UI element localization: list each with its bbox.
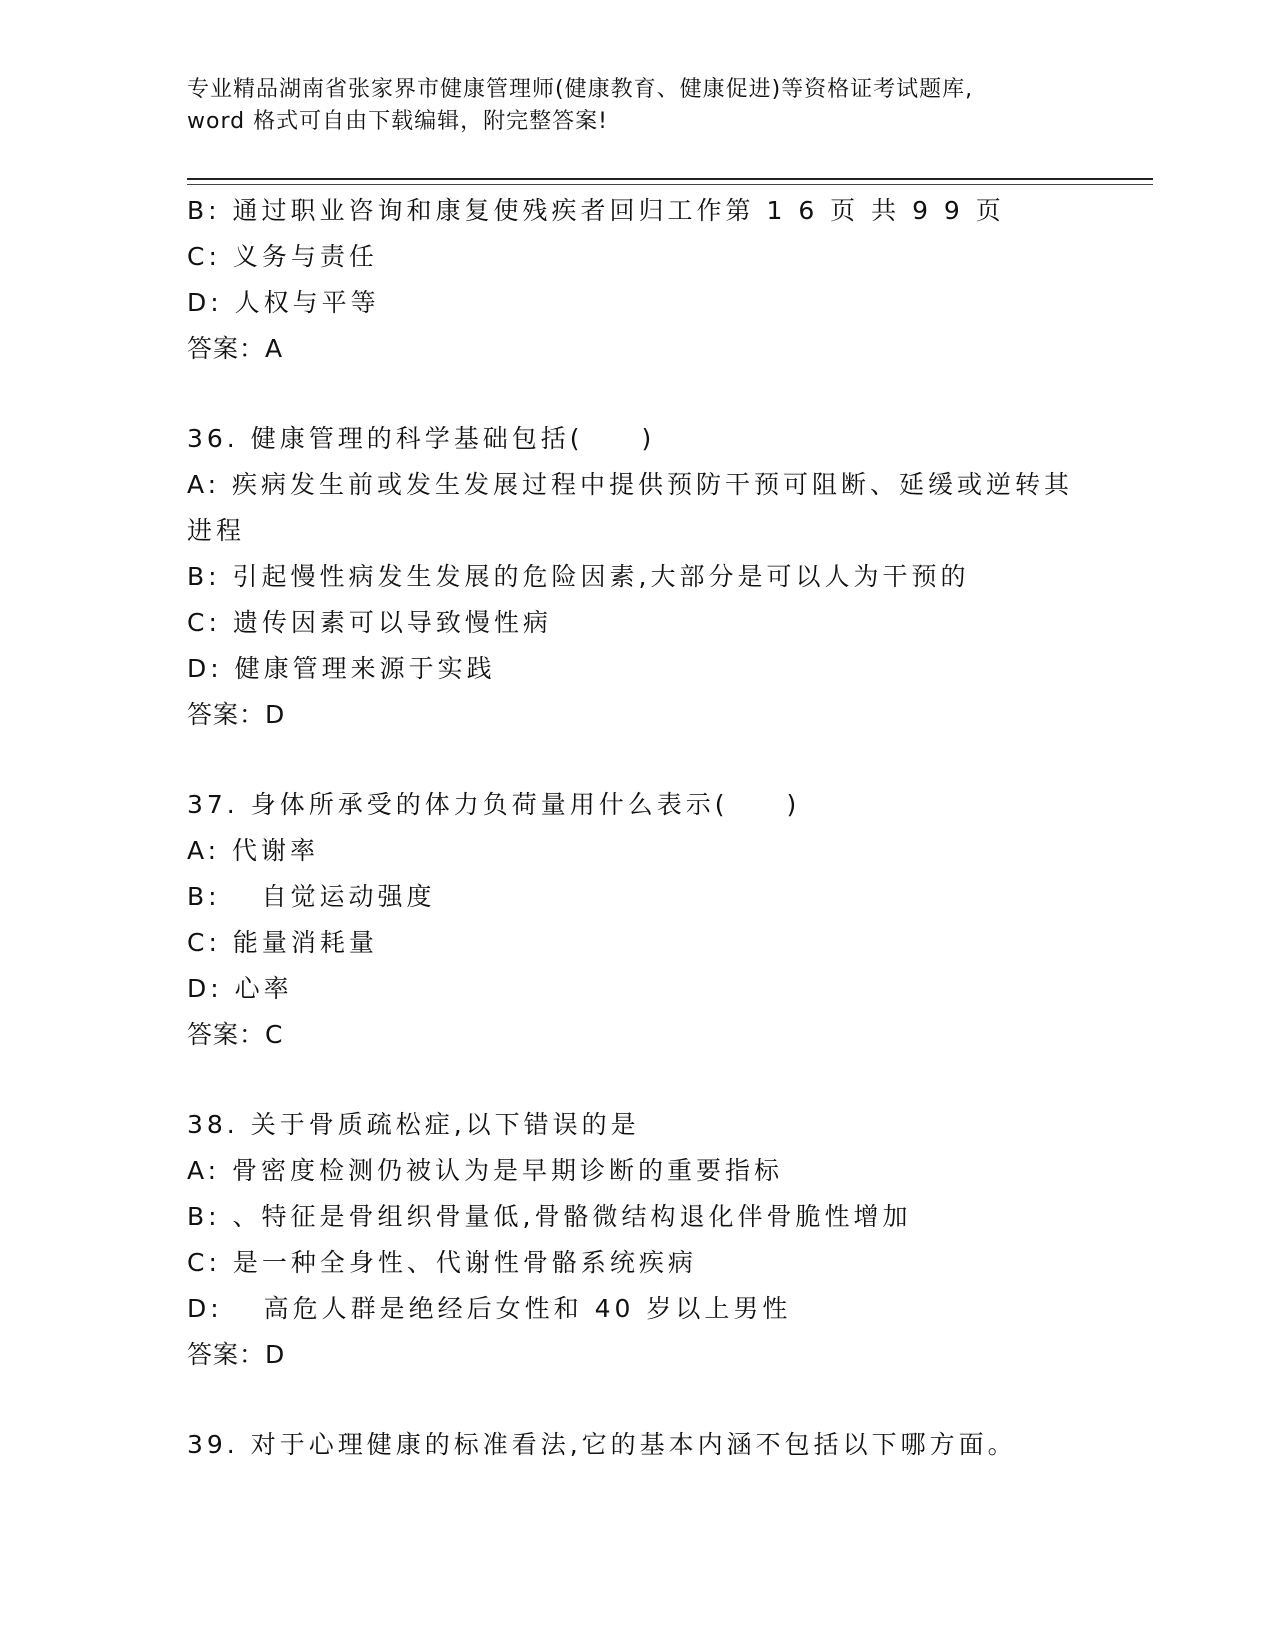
option-a-continued: 进程 [187, 516, 246, 545]
option-d: D: 高危人群是绝经后女性和 40 岁以上男性 [187, 1294, 792, 1323]
answer: 答案：D [187, 1340, 286, 1369]
question-39: 39. 对于心理健康的标准看法,它的基本内涵不包括以下哪方面。 [187, 1430, 1017, 1459]
option-b: B: 、特征是骨组织骨量低,骨骼微结构退化伴骨脆性增加 [187, 1202, 912, 1231]
answer: 答案：C [187, 1020, 284, 1049]
option-d: D: 人权与平等 [187, 288, 380, 317]
option-b: B: 引起慢性病发生发展的危险因素,大部分是可以人为干预的 [187, 562, 970, 591]
question-36: 36. 健康管理的科学基础包括( ) [187, 424, 656, 453]
option-c: C: 能量消耗量 [187, 928, 378, 957]
option-d: D: 健康管理来源于实践 [187, 654, 496, 683]
document-header [187, 74, 1087, 138]
answer: 答案：D [187, 700, 286, 729]
option-d: D: 心率 [187, 974, 293, 1003]
header-line-1: 专业精品湖南省张家界市健康管理师(健康教育、健康促进)等资格证考试题库, [187, 77, 974, 102]
option-c: C: 遗传因素可以导致慢性病 [187, 608, 552, 637]
header-divider-thin [187, 184, 1153, 185]
answer: 答案：A [187, 334, 284, 363]
question-list [187, 188, 1107, 1468]
header-line-2: word 格式可自由下载编辑，附完整答案! [187, 109, 608, 134]
option-a: A: 代谢率 [187, 836, 320, 865]
question-38: 38. 关于骨质疏松症,以下错误的是 [187, 1110, 640, 1139]
option-a: A: 疾病发生前或发生发展过程中提供预防干预可阻断、延缓或逆转其 [187, 470, 1074, 499]
option-a: A: 骨密度检测仍被认为是早期诊断的重要指标 [187, 1156, 784, 1185]
option-b: B: 通过职业咨询和康复使残疾者回归工作第 1 6 页 共 9 9 页 [187, 196, 1005, 225]
header-divider-thick [187, 178, 1153, 180]
question-37: 37. 身体所承受的体力负荷量用什么表示( ) [187, 790, 801, 819]
option-c: C: 义务与责任 [187, 242, 378, 271]
option-b: B: 自觉运动强度 [187, 882, 436, 911]
option-c: C: 是一种全身性、代谢性骨骼系统疾病 [187, 1248, 697, 1277]
